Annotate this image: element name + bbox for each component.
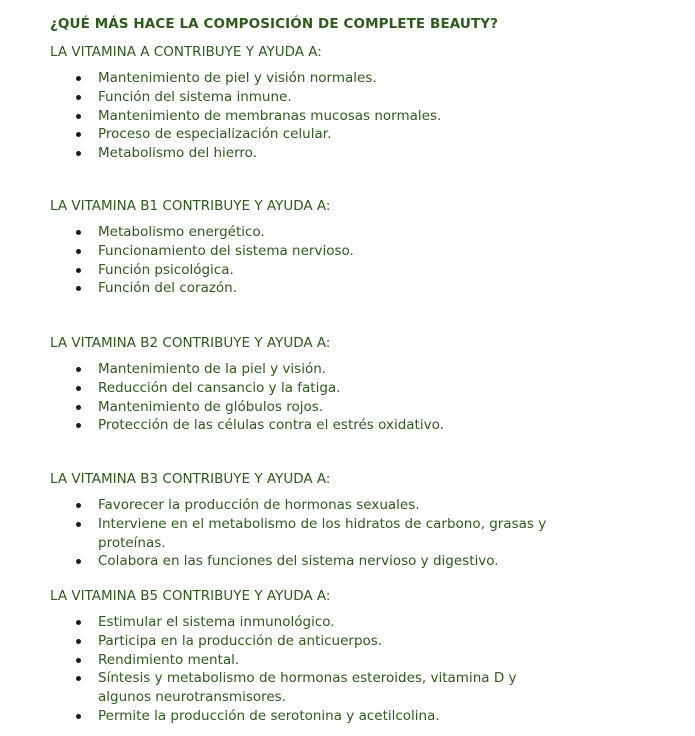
list-item: Función del corazón. bbox=[50, 279, 670, 298]
list-item: Mantenimiento de membranas mucosas normales. bbox=[50, 107, 670, 126]
bullet-list bbox=[50, 69, 670, 163]
list-item: Favorecer la producción de hormonas sexuales. bbox=[50, 496, 670, 515]
list-item: Interviene en el metabolismo de los hidratos de carbono, grasas y proteínas. bbox=[50, 515, 670, 553]
section-heading: LA VITAMINA B3 CONTRIBUYE Y AYUDA A: bbox=[50, 471, 331, 487]
page-title: ¿QUÉ MÁS HACE LA COMPOSICIÓN DE COMPLETE BEAUTY? bbox=[50, 16, 499, 32]
list-item: Mantenimiento de piel y visión normales. bbox=[50, 69, 670, 88]
section-vitamin-b5 bbox=[50, 587, 670, 724]
list-item: Permite la producción de serotonina y acetilcolina. bbox=[50, 707, 670, 726]
section-vitamin-b2 bbox=[50, 334, 670, 434]
list-item: Rendimiento mental. bbox=[50, 651, 670, 670]
bullet-icon bbox=[76, 286, 81, 291]
bullet-icon bbox=[76, 268, 81, 273]
bullet-icon bbox=[76, 559, 81, 564]
bullet-list bbox=[50, 223, 670, 298]
list-item: Mantenimiento de glóbulos rojos. bbox=[50, 398, 670, 417]
bullet-icon bbox=[76, 249, 81, 254]
bullet-icon bbox=[76, 95, 81, 100]
bullet-icon bbox=[76, 405, 81, 410]
list-item: Estimular el sistema inmunológico. bbox=[50, 613, 670, 632]
bullet-list bbox=[50, 496, 670, 571]
bullet-icon bbox=[76, 639, 81, 644]
bullet-icon bbox=[76, 76, 81, 81]
list-item: Colabora en las funciones del sistema nervioso y digestivo. bbox=[50, 552, 670, 571]
section-heading: LA VITAMINA B1 CONTRIBUYE Y AYUDA A: bbox=[50, 198, 331, 214]
bullet-icon bbox=[76, 503, 81, 508]
bullet-icon bbox=[76, 386, 81, 391]
bullet-icon bbox=[76, 714, 81, 719]
list-item: Reducción del cansancio y la fatiga. bbox=[50, 379, 670, 398]
list-item: Función del sistema inmune. bbox=[50, 88, 670, 107]
section-heading: LA VITAMINA A CONTRIBUYE Y AYUDA A: bbox=[50, 44, 322, 60]
bullet-icon bbox=[76, 151, 81, 156]
list-item: Participa en la producción de anticuerpos. bbox=[50, 632, 670, 651]
bullet-icon bbox=[76, 132, 81, 137]
list-item: Síntesis y metabolismo de hormonas esteroides, vitamina D y algunos neurotransmisores. bbox=[50, 669, 670, 707]
list-item: Proceso de especialización celular. bbox=[50, 125, 670, 144]
section-heading: LA VITAMINA B5 CONTRIBUYE Y AYUDA A: bbox=[50, 588, 331, 604]
bullet-list bbox=[50, 613, 670, 726]
bullet-icon bbox=[76, 658, 81, 663]
section-heading: LA VITAMINA B2 CONTRIBUYE Y AYUDA A: bbox=[50, 335, 331, 351]
bullet-icon bbox=[76, 620, 81, 625]
section-vitamin-b1 bbox=[50, 197, 670, 297]
section-vitamin-a bbox=[50, 43, 670, 162]
list-item: Mantenimiento de la piel y visión. bbox=[50, 360, 670, 379]
bullet-icon bbox=[76, 423, 81, 428]
bullet-icon bbox=[76, 114, 81, 119]
bullet-icon bbox=[76, 676, 81, 681]
list-item: Metabolismo energético. bbox=[50, 223, 670, 242]
list-item: Metabolismo del hierro. bbox=[50, 144, 670, 163]
list-item: Protección de las células contra el estrés oxidativo. bbox=[50, 416, 670, 435]
bullet-icon bbox=[76, 367, 81, 372]
bullet-icon bbox=[76, 522, 81, 527]
bullet-icon bbox=[76, 230, 81, 235]
bullet-list bbox=[50, 360, 670, 435]
section-vitamin-b3 bbox=[50, 470, 670, 570]
list-item: Funcionamiento del sistema nervioso. bbox=[50, 242, 670, 261]
list-item: Función psicológica. bbox=[50, 261, 670, 280]
